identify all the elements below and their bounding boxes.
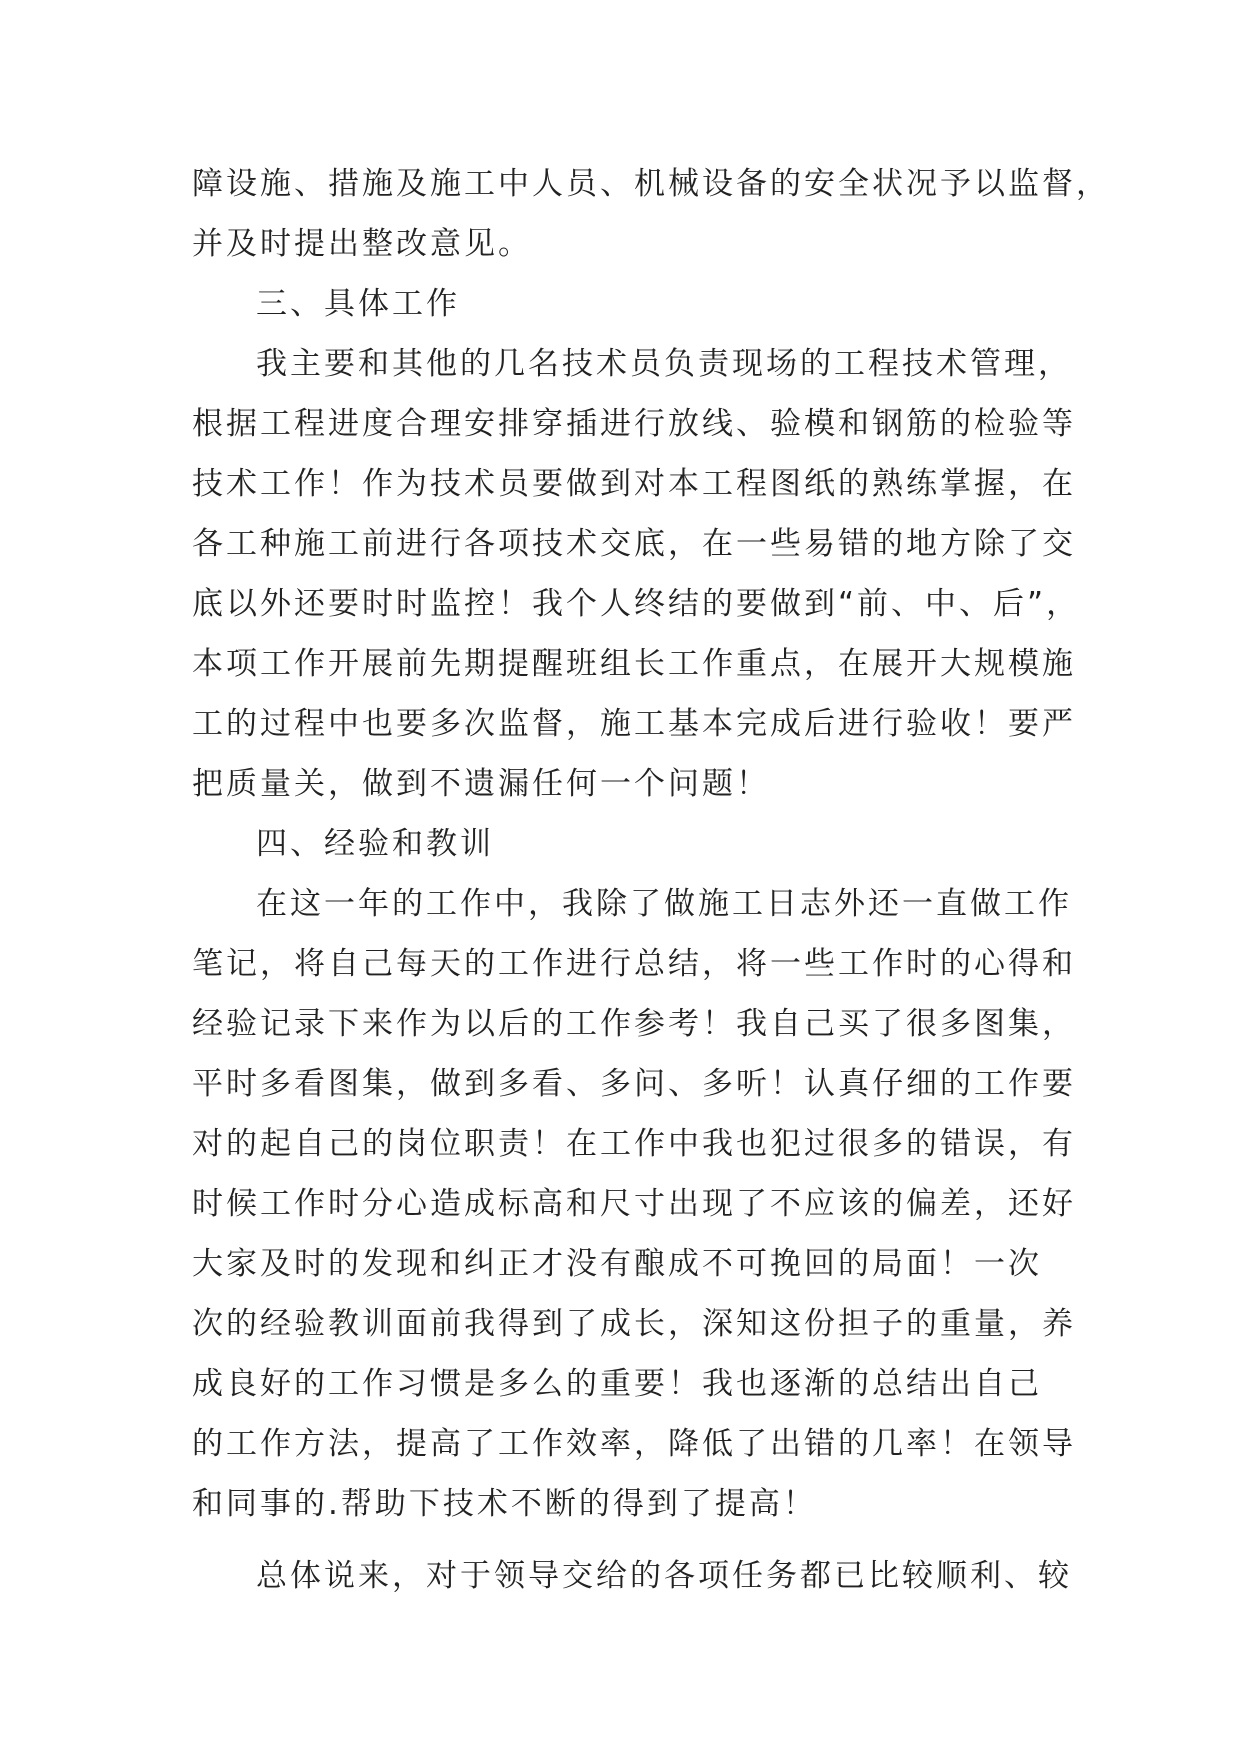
text-line: 障设施、措施及施工中人员、机械设备的安全状况予以监督， [192,166,1110,202]
text-line: 对的起自己的岗位职责！在工作中我也犯过很多的错误，有 [192,1126,1076,1162]
document-body [192,154,1110,1606]
text-line: 和同事的.帮助下技术不断的得到了提高！ [192,1486,817,1522]
text-line: 根据工程进度合理安排穿插进行放线、验模和钢筋的检验等 [192,406,1076,442]
text-line: 在这一年的工作中，我除了做施工日志外还一直做工作 [256,886,1072,922]
section-heading: 三、具体工作 [256,286,460,322]
text-line: 大家及时的发现和纠正才没有酿成不可挽回的局面！一次 [192,1246,1042,1282]
text-line: 各工种施工前进行各项技术交底，在一些易错的地方除了交 [192,526,1076,562]
text-line: 成良好的工作习惯是多么的重要！我也逐渐的总结出自己 [192,1366,1042,1402]
text-line: 总体说来，对于领导交给的各项任务都已比较顺利、较 [256,1558,1072,1594]
paragraph-gap [192,1534,1070,1546]
text-line: 技术工作！作为技术员要做到对本工程图纸的熟练掌握，在 [192,466,1076,502]
text-line: 平时多看图集，做到多看、多问、多听！认真仔细的工作要 [192,1066,1076,1102]
text-line: 并及时提出整改意见。 [192,226,532,262]
text-line: 把质量关，做到不遗漏任何一个问题！ [192,766,770,802]
text-line: 的工作方法，提高了工作效率，降低了出错的几率！在领导 [192,1426,1076,1462]
text-line: 次的经验教训面前我得到了成长，深知这份担子的重量，养 [192,1306,1076,1342]
text-line: 我主要和其他的几名技术员负责现场的工程技术管理， [256,346,1072,382]
text-line: 工的过程中也要多次监督，施工基本完成后进行验收！要严 [192,706,1076,742]
text-line: 底以外还要时时监控！我个人终结的要做到“前、中、后”， [192,586,1081,622]
text-line: 本项工作开展前先期提醒班组长工作重点，在展开大规模施 [192,646,1076,682]
text-line: 笔记，将自己每天的工作进行总结，将一些工作时的心得和 [192,946,1076,982]
text-line: 时候工作时分心造成标高和尺寸出现了不应该的偏差，还好 [192,1186,1076,1222]
text-line: 经验记录下来作为以后的工作参考！我自己买了很多图集， [192,1006,1076,1042]
section-heading: 四、经验和教训 [256,826,494,862]
